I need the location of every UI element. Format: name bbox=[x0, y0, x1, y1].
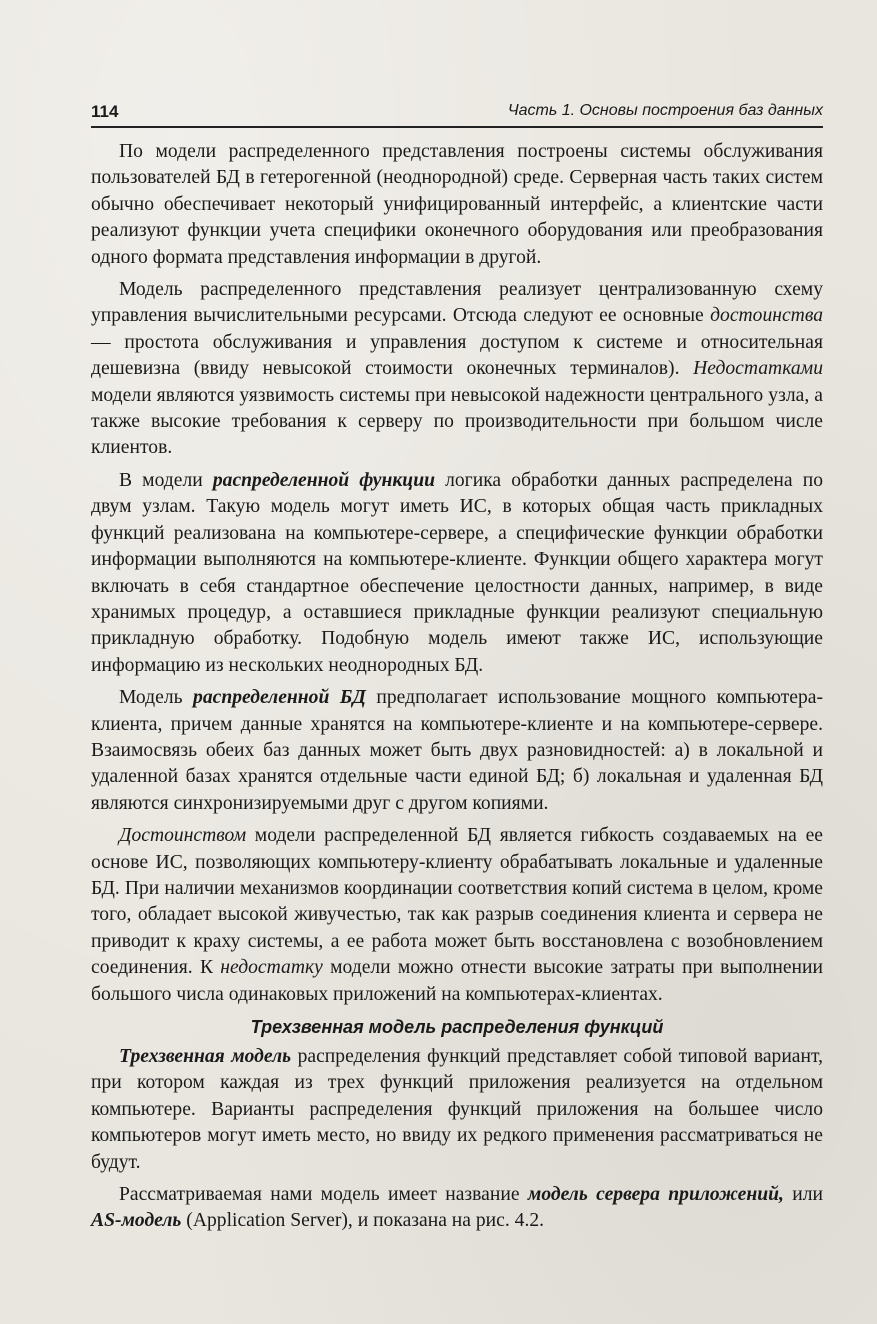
text: В модели bbox=[119, 469, 213, 491]
text: распределения функций представляет собой типовой вариант, при котором каждая из трех функций приложения реализуется на отдельном компьютере. Варианты распределения функций приложения на большее число компьютеров могут иметь место, но ввиду их редкого применения рассматриваться не будут. bbox=[91, 1046, 823, 1173]
text: Модель распределенного представления реализует централизованную схему управления вычислительными ресурсами. Отсюда следуют ее основные bbox=[91, 279, 823, 327]
text: модели являются уязвимость системы при невысокой надежности центрального узла, а также высокие требования к серверу по производительности при большом числе клиентов. bbox=[91, 384, 823, 459]
text: модели распределенной БД является гибкость создаваемых на ее основе ИС, позволяющих компьютеру-клиенту обрабатывать локальные и удаленные БД. При наличии механизмов координации соответствия копий система в целом, кроме того, обладает высокой живучестью, так как разрыв соединения клиента и сервера не приводит к краху системы, а ее работа может быть восстановлена с возобновлением соединения. К bbox=[91, 825, 823, 979]
section-heading: Трехзвенная модель распределения функций bbox=[250, 1017, 664, 1037]
term-distributed-function: распределенной функции bbox=[212, 469, 435, 491]
text: логика обработки данных распределена по двум узлам. Такую модель могут иметь ИС, в которых общая часть прикладных функций реализована на компьютере-сервере, а специфические функции обработки информации выполняются на компьютере-клиенте. Функции общего характера могут включать в себя стандартное обеспечение целостности данных, например, в виде хранимых процедур, а оставшиеся прикладные функции реализуют специальную прикладную обработку. Подобную модель имеют также ИС, использующие информацию из нескольких неоднородных БД. bbox=[91, 469, 823, 676]
text: предполагает использование мощного компьютера-клиента, причем данные хранятся на компьютере-клиенте и на компьютере-сервере. Взаимосвязь обеих баз данных может быть двух разновидностей: а) в локальной и удаленной базах хранятся отдельные части единой БД; б) локальная и удаленная БД являются синхронизируемыми друг с другом копиями. bbox=[91, 687, 824, 814]
paragraph-7 bbox=[91, 1182, 823, 1235]
paragraph-6 bbox=[91, 1044, 823, 1176]
text: или bbox=[783, 1184, 824, 1206]
text: Модель bbox=[119, 687, 194, 709]
running-title: Часть 1. Основы построения баз данных bbox=[507, 102, 823, 119]
text: — простота обслуживания и управления доступом к системе и относительная дешевизна (ввиду невысокой стоимости оконечных терминалов). bbox=[91, 331, 823, 380]
page-body bbox=[91, 139, 823, 1241]
paragraph-3 bbox=[91, 468, 823, 679]
term-distributed-db: распределенной БД bbox=[193, 687, 366, 709]
text: модели можно отнести высокие затраты при выполнении большого числа одинаковых приложений на компьютерах-клиентах. bbox=[91, 957, 823, 1005]
paragraph-1-text: По модели распределенного представления построены системы обслуживания пользователей БД в гетерогенной (неоднородной) среде. Серверная часть таких систем обычно обеспечивает некоторый унифицированный интерфейс, а клиентские части реализуют функции учета специфики оконечного оборудования или преобразования одного формата представления информации в другой. bbox=[91, 141, 823, 268]
text: (Application Server), и показана на рис. 4.2. bbox=[181, 1210, 545, 1232]
emphasis-disadvantages: Недостатками bbox=[693, 358, 823, 380]
paragraph-1 bbox=[91, 139, 823, 271]
paragraph-4 bbox=[91, 685, 823, 817]
paragraph-2 bbox=[91, 277, 823, 462]
paragraph-5 bbox=[91, 823, 823, 1008]
page-header bbox=[91, 100, 823, 128]
emphasis-advantage: Достоинством bbox=[119, 825, 247, 847]
text: Рассматриваемая нами модель имеет название bbox=[119, 1184, 528, 1206]
page-number: 114 bbox=[91, 102, 119, 121]
term-as-model: AS-модель bbox=[91, 1210, 182, 1232]
term-application-server-model: модель сервера приложений, bbox=[527, 1184, 784, 1206]
emphasis-shortcoming: недостатку bbox=[220, 957, 323, 979]
emphasis-advantages: достоинства bbox=[710, 305, 823, 327]
term-three-tier-model: Трехзвенная модель bbox=[119, 1046, 292, 1067]
